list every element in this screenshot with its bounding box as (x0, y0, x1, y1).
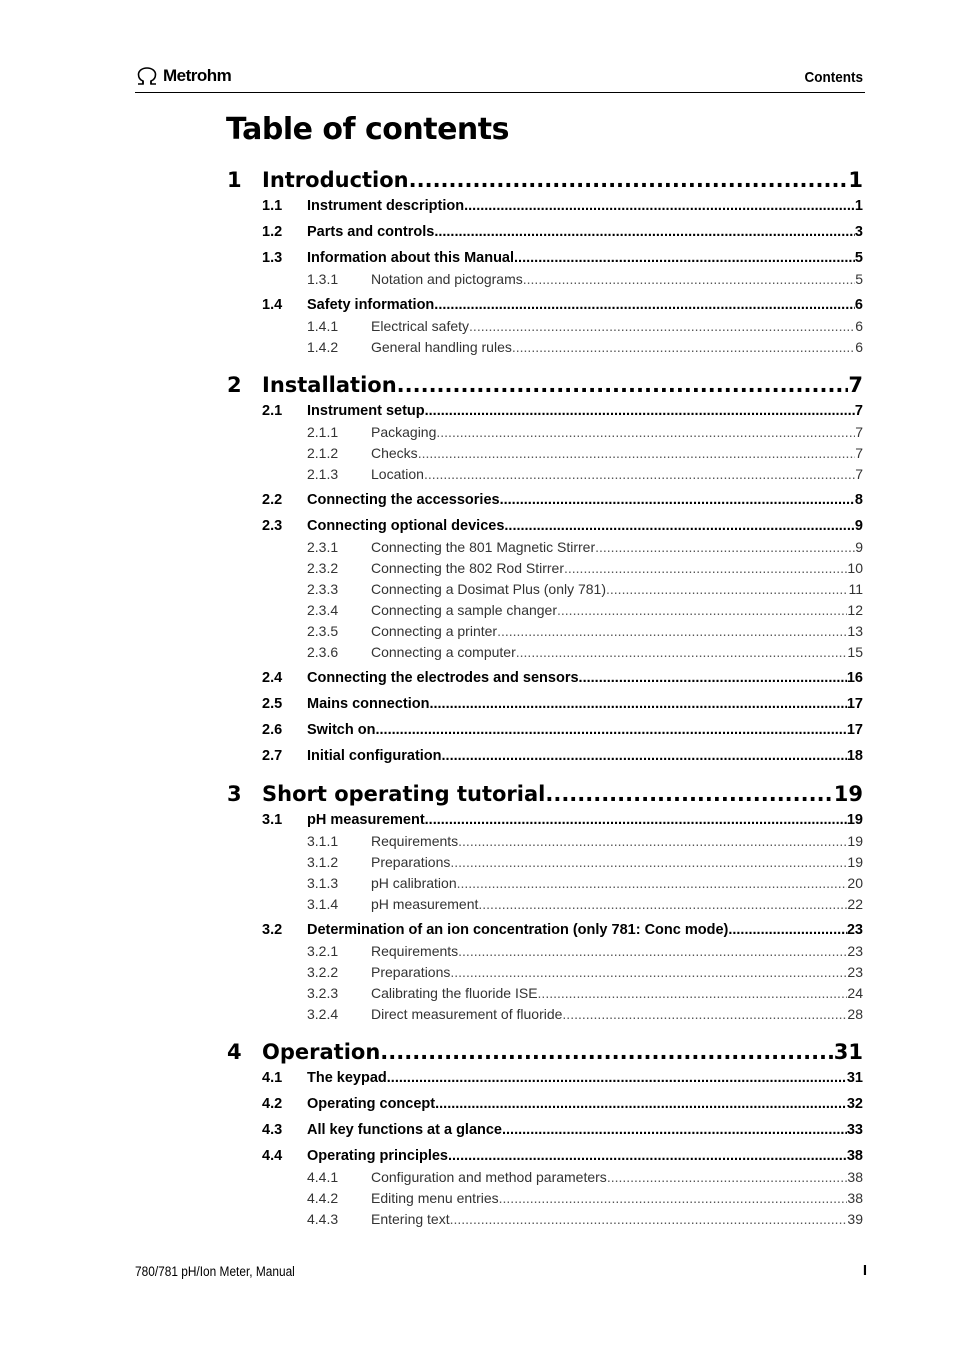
omega-icon (135, 66, 159, 86)
toc-subsection[interactable] (227, 539, 863, 560)
toc-num: 2.3.6 (307, 644, 339, 660)
toc-dot-leader (500, 492, 855, 508)
toc-dot-leader (397, 373, 849, 397)
toc-title: Notation and pictograms (371, 271, 523, 287)
toc-dot-leader (469, 318, 855, 334)
toc-page: 8 (854, 492, 863, 508)
toc-page: 33 (846, 1122, 863, 1138)
toc-section[interactable] (227, 722, 863, 743)
toc-page: 31 (846, 1070, 863, 1086)
toc-page: 7 (854, 403, 863, 419)
toc-page: 9 (854, 518, 863, 534)
toc-page: 20 (847, 875, 863, 891)
toc-page: 19 (847, 833, 863, 849)
toc-dot-leader (557, 602, 847, 618)
toc-dot-leader (497, 623, 847, 639)
toc-page: 12 (847, 602, 863, 618)
toc-num: 3.1.4 (307, 896, 339, 912)
toc-title: Preparations (371, 964, 451, 980)
toc-num: 2.3.1 (307, 539, 339, 555)
toc-page: 19 (833, 782, 863, 806)
toc-page: 15 (847, 644, 863, 660)
toc-page: 13 (847, 623, 863, 639)
toc-page: 10 (847, 560, 863, 576)
toc-dot-leader (728, 922, 847, 938)
toc-title: Direct measurement of fluoride (371, 1006, 563, 1022)
toc-num: 4.4.1 (307, 1169, 339, 1185)
toc-page: 7 (848, 373, 863, 397)
toc-subsection[interactable] (227, 943, 863, 964)
toc-page: 7 (855, 466, 863, 482)
toc-dot-leader (409, 168, 849, 192)
toc-title: Introduction (262, 168, 409, 192)
toc-dot-leader (499, 1190, 848, 1206)
toc-subsection[interactable] (227, 1190, 863, 1211)
toc-title: Connecting a computer (371, 644, 516, 660)
toc-num: 3.1.2 (307, 854, 339, 870)
toc-num: 1.3 (262, 250, 283, 266)
toc-dot-leader (504, 518, 855, 534)
toc-page: 9 (855, 539, 863, 555)
header-section-label: Contents (804, 69, 863, 86)
toc-dot-leader (450, 964, 847, 980)
toc-title: Editing menu entries (371, 1190, 499, 1206)
toc-title: Connecting the accessories (307, 492, 500, 508)
toc-page: 16 (846, 670, 863, 686)
toc-page: 38 (847, 1190, 863, 1206)
toc-dot-leader (607, 1169, 848, 1185)
toc-dot-leader (516, 644, 848, 660)
toc-section[interactable] (227, 1070, 863, 1091)
toc-dot-leader (464, 198, 855, 214)
toc-num: 4 (227, 1040, 242, 1064)
toc-title: Connecting a Dosimat Plus (only 781) (371, 581, 607, 597)
toc-page: 38 (846, 1148, 863, 1164)
toc-num: 1 (227, 168, 242, 192)
toc-title: Switch on (307, 722, 376, 738)
toc-num: 4.1 (262, 1070, 283, 1086)
toc-title: Preparations (371, 854, 451, 870)
toc-title: General handling rules (371, 339, 512, 355)
toc-num: 2.1.1 (307, 424, 339, 440)
toc-dot-leader (595, 539, 855, 555)
toc-num: 1.4.1 (307, 318, 339, 334)
toc-num: 1.2 (262, 224, 283, 240)
toc-num: 2.6 (262, 722, 283, 738)
toc-subsection[interactable] (227, 602, 863, 623)
toc-chapter[interactable] (227, 1040, 863, 1065)
toc-section[interactable] (227, 1122, 863, 1143)
toc-page: 6 (855, 339, 863, 355)
toc-subsection[interactable] (227, 1169, 863, 1190)
toc-dot-leader (434, 297, 855, 313)
toc-dot-leader (450, 1211, 848, 1227)
toc-title: Operation (262, 1040, 381, 1064)
toc-dot-leader (424, 466, 855, 482)
toc-page: 3 (854, 224, 863, 240)
toc-title: Short operating tutorial (262, 782, 546, 806)
toc-dot-leader (523, 271, 855, 287)
toc-section[interactable] (227, 1096, 863, 1117)
toc-dot-leader (425, 812, 847, 828)
toc-num: 3.1.1 (307, 833, 339, 849)
toc-page: 31 (833, 1040, 863, 1064)
toc-section[interactable] (227, 812, 863, 833)
toc-num: 4.4 (262, 1148, 283, 1164)
toc-title: Electrical safety (371, 318, 470, 334)
toc-title: Packaging (371, 424, 437, 440)
toc-title: Connecting the 802 Rod Stirrer (371, 560, 564, 576)
toc-dot-leader (418, 445, 856, 461)
toc-page: 17 (846, 722, 863, 738)
toc-section[interactable] (227, 492, 863, 513)
toc-title: pH calibration (371, 875, 457, 891)
toc-title: Information about this Manual (307, 250, 515, 266)
toc-title: Connecting the 801 Magnetic Stirrer (371, 539, 596, 555)
toc-title: Requirements (371, 943, 459, 959)
toc-num: 2.3.4 (307, 602, 339, 618)
toc-page: 7 (855, 445, 863, 461)
toc-num: 2.2 (262, 492, 283, 508)
toc-page: 7 (855, 424, 863, 440)
toc-page: 1 (854, 198, 863, 214)
toc-dot-leader (514, 250, 855, 266)
toc-num: 2.3.3 (307, 581, 339, 597)
toc-title: Operating concept (307, 1096, 436, 1112)
toc-num: 2.3.5 (307, 623, 339, 639)
toc-num: 3 (227, 782, 242, 806)
page-title: Table of contents (226, 112, 509, 147)
toc-page: 11 (848, 581, 863, 597)
toc-dot-leader (606, 581, 848, 597)
toc-section[interactable] (227, 518, 863, 539)
toc-subsection[interactable] (227, 644, 863, 665)
toc-page: 19 (847, 854, 863, 870)
toc-num: 3.2.2 (307, 964, 339, 980)
toc-num: 3.2.4 (307, 1006, 339, 1022)
toc-dot-leader (387, 1070, 847, 1086)
toc-num: 4.4.2 (307, 1190, 339, 1206)
toc-title: Operating principles (307, 1148, 448, 1164)
toc-page: 6 (855, 318, 863, 334)
toc-page: 23 (846, 922, 863, 938)
toc-dot-leader (458, 943, 847, 959)
toc-dot-leader (375, 722, 846, 738)
page-header (135, 64, 865, 93)
toc-dot-leader (429, 696, 846, 712)
toc-dot-leader (512, 339, 855, 355)
toc-page: 5 (854, 250, 863, 266)
toc-dot-leader (562, 1006, 847, 1022)
toc-title: Connecting optional devices (307, 518, 505, 534)
toc-title: Connecting the electrodes and sensors (307, 670, 579, 686)
toc-page: 22 (847, 896, 863, 912)
toc-num: 4.2 (262, 1096, 283, 1112)
toc-num: 2.1.2 (307, 445, 339, 461)
toc-page: 28 (847, 1006, 863, 1022)
toc-page: 19 (846, 812, 863, 828)
toc-section[interactable] (227, 403, 863, 424)
toc-page: 32 (846, 1096, 863, 1112)
toc-title: All key functions at a glance (307, 1122, 502, 1138)
toc-page: 6 (854, 297, 863, 313)
toc-title: pH measurement (371, 896, 479, 912)
toc-dot-leader (435, 1096, 847, 1112)
metrohm-logo (135, 64, 231, 88)
toc-title: Connecting a printer (371, 623, 498, 639)
toc-page: 23 (847, 943, 863, 959)
toc-subsection[interactable] (227, 560, 863, 581)
toc-dot-leader (380, 1040, 833, 1064)
logo-text: Metrohm (163, 66, 232, 85)
toc-subsection[interactable] (227, 318, 863, 339)
toc-num: 3.1 (262, 812, 283, 828)
toc-num: 3.2.1 (307, 943, 339, 959)
toc-dot-leader (458, 833, 847, 849)
toc-subsection[interactable] (227, 445, 863, 466)
toc-dot-leader (442, 748, 847, 764)
toc-subsection[interactable] (227, 466, 863, 487)
toc-section[interactable] (227, 1148, 863, 1169)
toc-title: Calibrating the fluoride ISE (371, 985, 538, 1001)
toc-dot-leader (450, 854, 847, 870)
toc-page: 17 (846, 696, 863, 712)
toc-subsection[interactable] (227, 623, 863, 644)
toc-subsection[interactable] (227, 875, 863, 896)
toc-dot-leader (478, 896, 847, 912)
toc-title: Requirements (371, 833, 459, 849)
toc-title: Safety information (307, 297, 435, 313)
toc-subsection[interactable] (227, 424, 863, 445)
toc-title: Determination of an ion concentration (only 781: Conc mode) (307, 922, 729, 938)
toc-num: 2.1.3 (307, 466, 339, 482)
toc-num: 2.7 (262, 748, 283, 764)
toc-title: Initial configuration (307, 748, 442, 764)
toc-dot-leader (502, 1122, 847, 1138)
toc-page: 24 (847, 985, 863, 1001)
footer-page-number: I (862, 1262, 867, 1279)
toc-num: 3.2 (262, 922, 283, 938)
toc-section[interactable] (227, 224, 863, 245)
toc-page: 18 (846, 748, 863, 764)
table-of-contents (227, 168, 863, 1232)
toc-num: 1.1 (262, 198, 283, 214)
toc-dot-leader (579, 670, 847, 686)
toc-dot-leader (436, 424, 855, 440)
toc-page: 1 (848, 168, 863, 192)
toc-num: 2.5 (262, 696, 283, 712)
toc-title: The keypad (307, 1070, 387, 1086)
toc-title: Checks (371, 445, 418, 461)
toc-chapter[interactable] (227, 782, 863, 807)
toc-subsection[interactable] (227, 1211, 863, 1232)
toc-page: 39 (847, 1211, 863, 1227)
toc-subsection[interactable] (227, 854, 863, 875)
toc-num: 2.3 (262, 518, 283, 534)
toc-dot-leader (448, 1148, 847, 1164)
toc-subsection[interactable] (227, 985, 863, 1006)
toc-section[interactable] (227, 670, 863, 691)
toc-num: 4.4.3 (307, 1211, 339, 1227)
toc-page: 5 (855, 271, 863, 287)
toc-dot-leader (457, 875, 848, 891)
toc-section[interactable] (227, 748, 863, 769)
toc-subsection[interactable] (227, 339, 863, 360)
toc-title: Installation (262, 373, 397, 397)
toc-chapter[interactable] (227, 373, 863, 398)
footer-manual-name: 780/781 pH/Ion Meter, Manual (135, 1264, 295, 1279)
toc-title: Instrument setup (307, 403, 425, 419)
toc-num: 2.3.2 (307, 560, 339, 576)
toc-num: 1.4 (262, 297, 283, 313)
toc-dot-leader (425, 403, 855, 419)
toc-chapter[interactable] (227, 168, 863, 193)
toc-num: 2.4 (262, 670, 283, 686)
toc-dot-leader (434, 224, 855, 240)
toc-subsection[interactable] (227, 1006, 863, 1027)
toc-subsection[interactable] (227, 896, 863, 917)
toc-page: 38 (847, 1169, 863, 1185)
toc-subsection[interactable] (227, 833, 863, 854)
toc-section[interactable] (227, 198, 863, 219)
toc-num: 3.1.3 (307, 875, 339, 891)
toc-subsection[interactable] (227, 271, 863, 292)
toc-title: Mains connection (307, 696, 430, 712)
toc-num: 4.3 (262, 1122, 283, 1138)
toc-num: 2.1 (262, 403, 283, 419)
toc-section[interactable] (227, 250, 863, 271)
toc-title: Parts and controls (307, 224, 435, 240)
toc-title: Instrument description (307, 198, 465, 214)
toc-num: 3.2.3 (307, 985, 339, 1001)
toc-dot-leader (564, 560, 847, 576)
toc-page: 23 (847, 964, 863, 980)
toc-section[interactable] (227, 696, 863, 717)
toc-title: Entering text (371, 1211, 450, 1227)
toc-dot-leader (538, 985, 848, 1001)
toc-section[interactable] (227, 922, 863, 943)
toc-title: Location (371, 466, 424, 482)
toc-section[interactable] (227, 297, 863, 318)
toc-num: 2 (227, 373, 242, 397)
toc-title: Connecting a sample changer (371, 602, 558, 618)
toc-subsection[interactable] (227, 964, 863, 985)
toc-title: pH measurement (307, 812, 425, 828)
toc-num: 1.3.1 (307, 271, 339, 287)
toc-title: Configuration and method parameters (371, 1169, 607, 1185)
toc-num: 1.4.2 (307, 339, 339, 355)
toc-subsection[interactable] (227, 581, 863, 602)
toc-dot-leader (545, 782, 833, 806)
